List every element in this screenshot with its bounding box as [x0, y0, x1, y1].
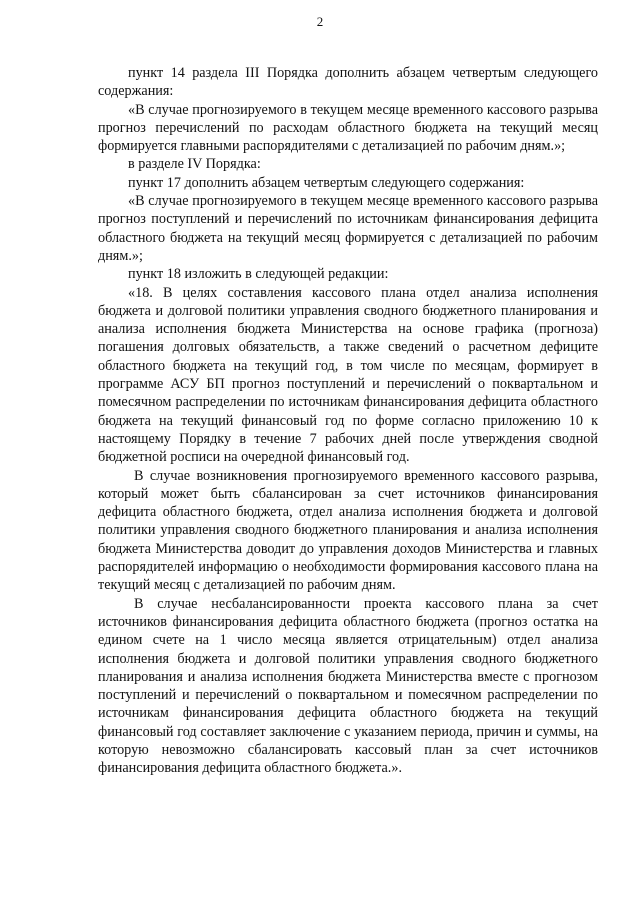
paragraph-section-iv: в разделе IV Порядка:	[128, 156, 261, 173]
page-number: 2	[316, 14, 324, 29]
paragraph-amend-17: пункт 17 дополнить абзацем четвертым следующего содержания:	[128, 174, 525, 191]
paragraph-quote-17: «В случае прогнозируемого в текущем месяце временного кассового разрыва прогноз поступлений и перечислений по источникам финансирования дефицита областного бюджета на текущий месяц формируется с детализацией по рабочим дням.»;	[98, 193, 598, 264]
paragraph-amend-14: пункт 14 раздела III Порядка дополнить абзацем четвертым следующего содержания:	[98, 65, 598, 100]
paragraph-quote-14: «В случае прогнозируемого в текущем месяце временного кассового разрыва прогноз перечислений по расходам областного бюджета на текущий месяц формируется главными распорядителями с детализацией по рабочим дням.»;	[98, 101, 598, 155]
paragraph-quote-18: «18. В целях составления кассового плана отдел анализа исполнения бюджета и долговой политики управления сводного бюджетного планирования и анализа исполнения бюджета Министерства на основе графика (прогноза) погашения долговых обязательств, а также сведений о расчетном дефиците областного бюджета на текущий год, в том числе по месяцам, формирует в программе АСУ БП прогноз поступлений и перечислений о поквартальном и помесячном распределении по источникам финансирования дефицита областного бюджета на текущий финансовый год по форме согласно приложению 10 к настоящему Порядку в течение 7 рабочих дней после утверждения сводной бюджетной росписи на очередной финансовый год.	[98, 284, 598, 466]
document-body	[98, 64, 598, 778]
paragraph-cash-gap: В случае возникновения прогнозируемого временного кассового разрыва, который может быть сбалансирован за счет источников финансирования дефицита областного бюджета, отдел анализа исполнения бюджета и долговой политики управления сводного бюджетного планирования и анализа исполнения бюджета Министерства доводит до управления доходов Министерства и главных распорядителей информацию о необходимости формирования кассового плана на текущий месяц с детализацией по рабочим дням.	[98, 467, 598, 594]
paragraph-amend-18: пункт 18 изложить в следующей редакции:	[128, 266, 389, 283]
paragraph-imbalance: В случае несбалансированности проекта кассового плана за счет источников финансирования дефицита областного бюджета (прогноз остатка на едином счете на 1 число месяца является отрицательным) отдел анализа исполнения бюджета и долговой политики управления сводного бюджетного планирования и анализа исполнения бюджета Министерства вместе с прогнозом поступлений и перечислений о поквартальном и помесячном распределении по источникам финансирования дефицита областного бюджета на текущий финансовый год составляет заключение с указанием периода, причин и суммы, на которую невозможно сбалансировать кассовый план за счет источников финансирования дефицита областного бюджета.».	[98, 595, 598, 777]
